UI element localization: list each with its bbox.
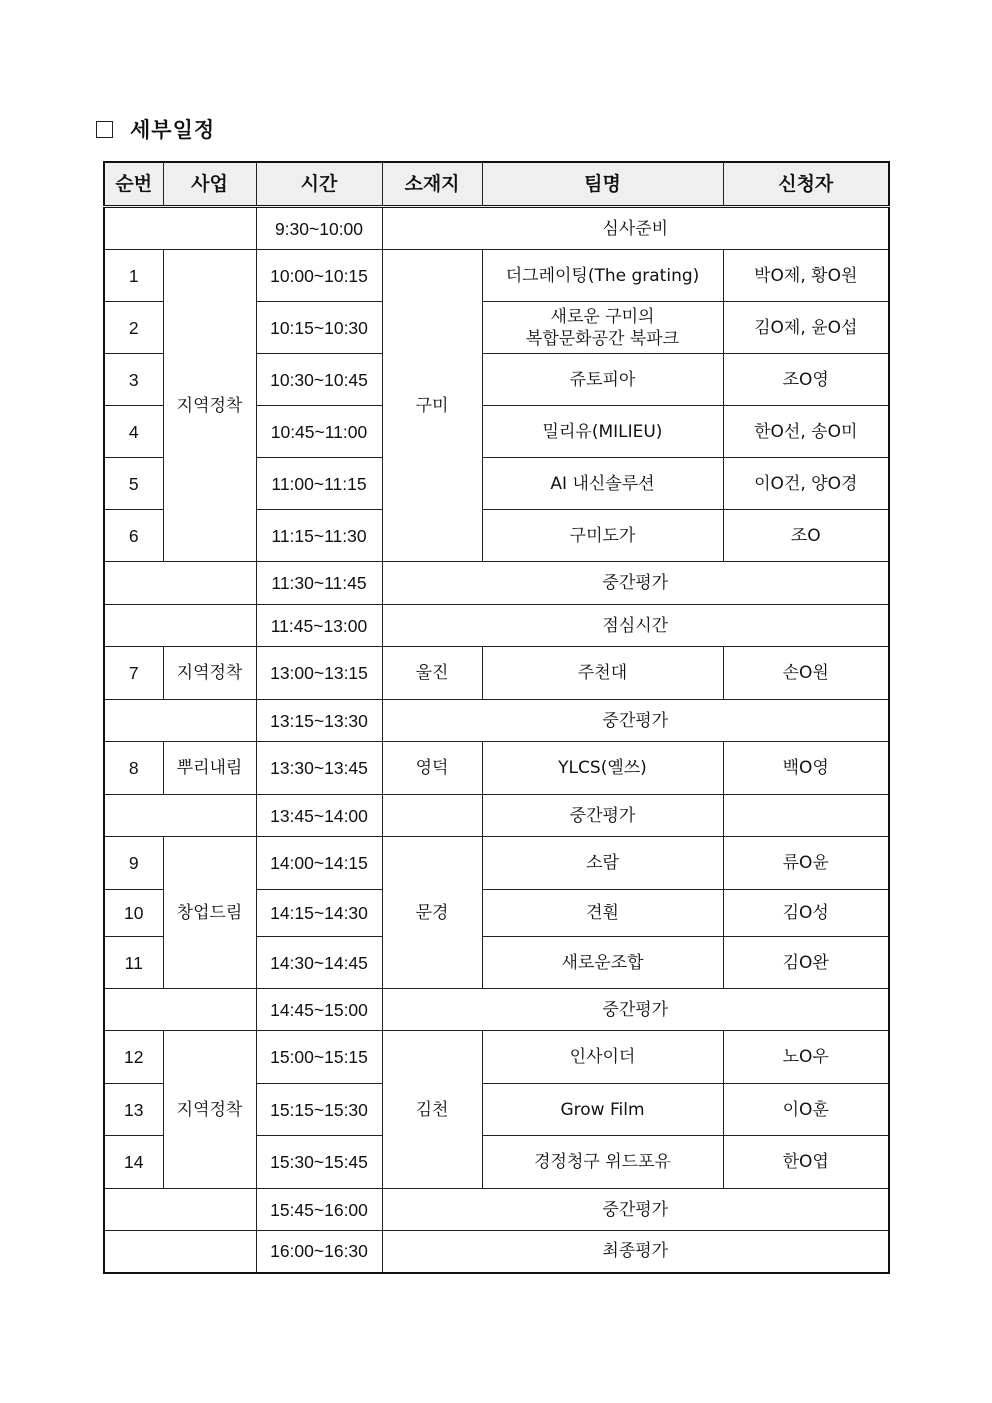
- empty-cell: [104, 562, 256, 605]
- location-cell: 울진: [382, 647, 482, 700]
- table-row: [104, 1231, 889, 1273]
- event-cell: 중간평가: [382, 700, 889, 742]
- event-cell: 최종평가: [382, 1231, 889, 1273]
- no-cell: 7: [104, 647, 163, 700]
- section-title: 세부일정: [130, 118, 216, 142]
- empty-cell: [104, 1189, 256, 1231]
- time-cell: 15:15~15:30: [256, 1084, 382, 1136]
- program-cell: 지역정착: [163, 647, 256, 700]
- applicant-cell: 이O건, 양O경: [723, 458, 889, 510]
- header-no: 순번: [104, 162, 163, 207]
- empty-cell: [104, 1231, 256, 1273]
- program-cell: 지역정착: [163, 1031, 256, 1189]
- time-cell: 10:00~10:15: [256, 250, 382, 302]
- table-row: [104, 700, 889, 742]
- table-row: [104, 1031, 889, 1084]
- header-team: 팀명: [482, 162, 723, 207]
- no-cell: 6: [104, 510, 163, 562]
- header-time: 시간: [256, 162, 382, 207]
- empty-cell: [382, 795, 482, 837]
- no-cell: 8: [104, 742, 163, 795]
- location-cell: 문경: [382, 837, 482, 989]
- no-cell: 1: [104, 250, 163, 302]
- empty-cell: [104, 700, 256, 742]
- empty-cell: [104, 605, 256, 647]
- time-cell: 15:30~15:45: [256, 1136, 382, 1189]
- time-cell: 10:30~10:45: [256, 354, 382, 406]
- program-cell: 창업드림: [163, 837, 256, 989]
- time-cell: 14:45~15:00: [256, 989, 382, 1031]
- event-cell: 중간평가: [382, 1189, 889, 1231]
- empty-cell: [104, 989, 256, 1031]
- table-row: [104, 647, 889, 700]
- team-cell: 주천대: [482, 647, 723, 700]
- team-cell: 소람: [482, 837, 723, 890]
- no-cell: 2: [104, 302, 163, 354]
- table-row: [104, 207, 889, 250]
- team-cell: 밀리유(MILIEU): [482, 406, 723, 458]
- time-cell: 11:15~11:30: [256, 510, 382, 562]
- team-cell: AI 내신솔루션: [482, 458, 723, 510]
- applicant-cell: 조O영: [723, 354, 889, 406]
- schedule-table: [103, 161, 890, 1274]
- event-cell: 중간평가: [382, 562, 889, 605]
- applicant-cell: 김O성: [723, 890, 889, 937]
- time-cell: 9:30~10:00: [256, 207, 382, 250]
- no-cell: 5: [104, 458, 163, 510]
- empty-cell: [723, 795, 889, 837]
- time-cell: 13:15~13:30: [256, 700, 382, 742]
- team-line-1: 새로운 구미의: [550, 306, 655, 327]
- event-cell: 중간평가: [382, 989, 889, 1031]
- team-cell: YLCS(옐쓰): [482, 742, 723, 795]
- header-location: 소재지: [382, 162, 482, 207]
- no-cell: 14: [104, 1136, 163, 1189]
- no-cell: 11: [104, 937, 163, 989]
- header-applicant: 신청자: [723, 162, 889, 207]
- event-cell: 심사준비: [382, 207, 889, 250]
- event-cell: 중간평가: [482, 795, 723, 837]
- no-cell: 4: [104, 406, 163, 458]
- table-row: [104, 562, 889, 605]
- time-cell: 13:00~13:15: [256, 647, 382, 700]
- applicant-cell: 한O선, 송O미: [723, 406, 889, 458]
- no-cell: 3: [104, 354, 163, 406]
- applicant-cell: 한O엽: [723, 1136, 889, 1189]
- program-cell: 뿌리내림: [163, 742, 256, 795]
- table-row: [104, 989, 889, 1031]
- header-row: [104, 162, 889, 207]
- time-cell: 14:00~14:15: [256, 837, 382, 890]
- table-row: [104, 795, 889, 837]
- event-cell: 점심시간: [382, 605, 889, 647]
- team-cell: 더그레이팅(The grating): [482, 250, 723, 302]
- location-cell: 영덕: [382, 742, 482, 795]
- no-cell: 10: [104, 890, 163, 937]
- time-cell: 13:45~14:00: [256, 795, 382, 837]
- checkbox-square-icon: [96, 121, 113, 138]
- team-cell: 경정청구 위드포유: [482, 1136, 723, 1189]
- time-cell: 15:00~15:15: [256, 1031, 382, 1084]
- time-cell: 13:30~13:45: [256, 742, 382, 795]
- time-cell: 10:45~11:00: [256, 406, 382, 458]
- applicant-cell: 손O원: [723, 647, 889, 700]
- table-row: [104, 250, 889, 302]
- table-row: [104, 742, 889, 795]
- empty-cell: [104, 795, 256, 837]
- team-cell: 쥬토피아: [482, 354, 723, 406]
- time-cell: 11:00~11:15: [256, 458, 382, 510]
- team-cell: 새로운조합: [482, 937, 723, 989]
- time-cell: 15:45~16:00: [256, 1189, 382, 1231]
- time-cell: 11:45~13:00: [256, 605, 382, 647]
- team-cell: [482, 302, 723, 354]
- team-cell: Grow Film: [482, 1084, 723, 1136]
- applicant-cell: 류O윤: [723, 837, 889, 890]
- applicant-cell: 김O완: [723, 937, 889, 989]
- table-row: [104, 1189, 889, 1231]
- team-cell: 구미도가: [482, 510, 723, 562]
- applicant-cell: 노O우: [723, 1031, 889, 1084]
- table-row: [104, 837, 889, 890]
- applicant-cell: 박O제, 황O원: [723, 250, 889, 302]
- time-cell: 11:30~11:45: [256, 562, 382, 605]
- team-line-2: 복합문화공간 북파크: [525, 328, 680, 349]
- location-cell: 김천: [382, 1031, 482, 1189]
- team-cell: 인사이더: [482, 1031, 723, 1084]
- header-program: 사업: [163, 162, 256, 207]
- empty-cell: [104, 207, 256, 250]
- applicant-cell: 이O훈: [723, 1084, 889, 1136]
- section-heading: [96, 112, 215, 146]
- time-cell: 10:15~10:30: [256, 302, 382, 354]
- time-cell: 14:15~14:30: [256, 890, 382, 937]
- table-row: [104, 605, 889, 647]
- no-cell: 13: [104, 1084, 163, 1136]
- location-cell: 구미: [382, 250, 482, 562]
- no-cell: 12: [104, 1031, 163, 1084]
- time-cell: 16:00~16:30: [256, 1231, 382, 1273]
- program-cell: 지역정착: [163, 250, 256, 562]
- time-cell: 14:30~14:45: [256, 937, 382, 989]
- applicant-cell: 백O영: [723, 742, 889, 795]
- no-cell: 9: [104, 837, 163, 890]
- applicant-cell: 김O제, 윤O섭: [723, 302, 889, 354]
- team-cell: 견훤: [482, 890, 723, 937]
- applicant-cell: 조O: [723, 510, 889, 562]
